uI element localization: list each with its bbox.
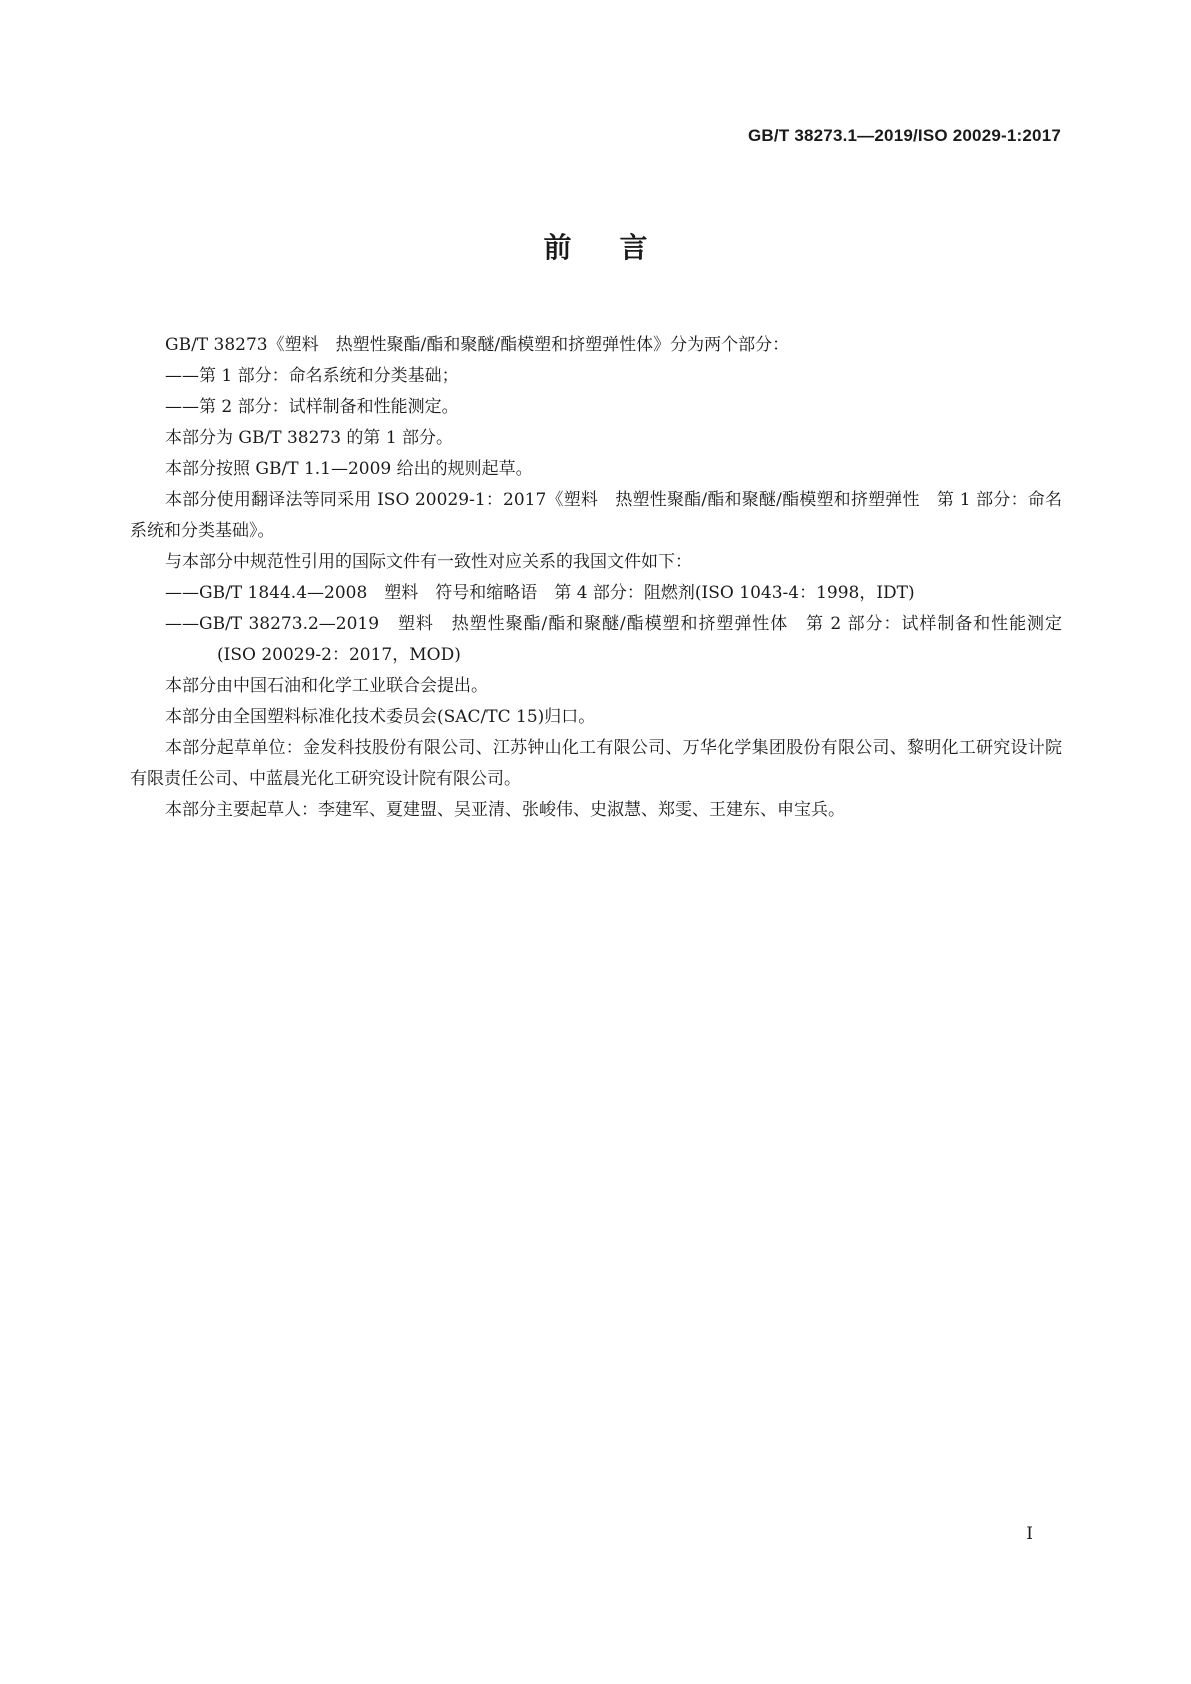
foreword-body [130,330,1062,826]
paragraph-series-intro: GB/T 38273《塑料 热塑性聚酯/酯和聚醚/酯模塑和挤塑弹性体》分为两个部分： [165,335,790,355]
list-item-reference-1: ——GB/T 1844.4—2008 塑料 符号和缩略语 第 4 部分：阻燃剂(ISO 1043-4：1998，IDT) [165,583,915,603]
paragraph-correspondence-intro: 与本部分中规范性引用的国际文件有一致性对应关系的我国文件如下： [165,552,692,572]
paragraph-drafting-organizations: 本部分起草单位：金发科技股份有限公司、江苏钟山化工有限公司、万华化学集团股份有限公司、黎明化工研究设计院有限责任公司、中蓝晨光化工研究设计院有限公司。 [130,738,1062,789]
list-item-part-2: ——第 2 部分：试样制备和性能测定。 [165,397,459,417]
list-item-reference-2: ——GB/T 38273.2—2019 塑料 热塑性聚酯/酯和聚醚/酯模塑和挤塑弹性体 第 2 部分：试样制备和性能测定(ISO 20029-2：2017，MOD) [165,614,1062,665]
standard-code: GB/T 38273.1—2019/ISO 20029-1:2017 [748,126,1061,145]
paragraph-committee: 本部分由全国塑料标准化技术委员会(SAC/TC 15)归口。 [165,707,596,727]
paragraph-drafters: 本部分主要起草人：李建军、夏建盟、吴亚清、张峻伟、史淑慧、郑雯、王建东、申宝兵。 [165,800,845,820]
list-item-part-1: ——第 1 部分：命名系统和分类基础； [165,366,459,386]
page-number: I [1026,1524,1033,1544]
paragraph-part-scope: 本部分为 GB/T 38273 的第 1 部分。 [165,428,454,448]
paragraph-proposer: 本部分由中国石油和化学工业联合会提出。 [165,676,488,696]
paragraph-drafting-rules: 本部分按照 GB/T 1.1—2009 给出的规则起草。 [165,459,533,479]
paragraph-adoption: 本部分使用翻译法等同采用 ISO 20029-1：2017《塑料 热塑性聚酯/酯和聚醚/酯模塑和挤塑弹性 第 1 部分：命名系统和分类基础》。 [130,490,1062,541]
page-title: 前言 [543,231,696,264]
